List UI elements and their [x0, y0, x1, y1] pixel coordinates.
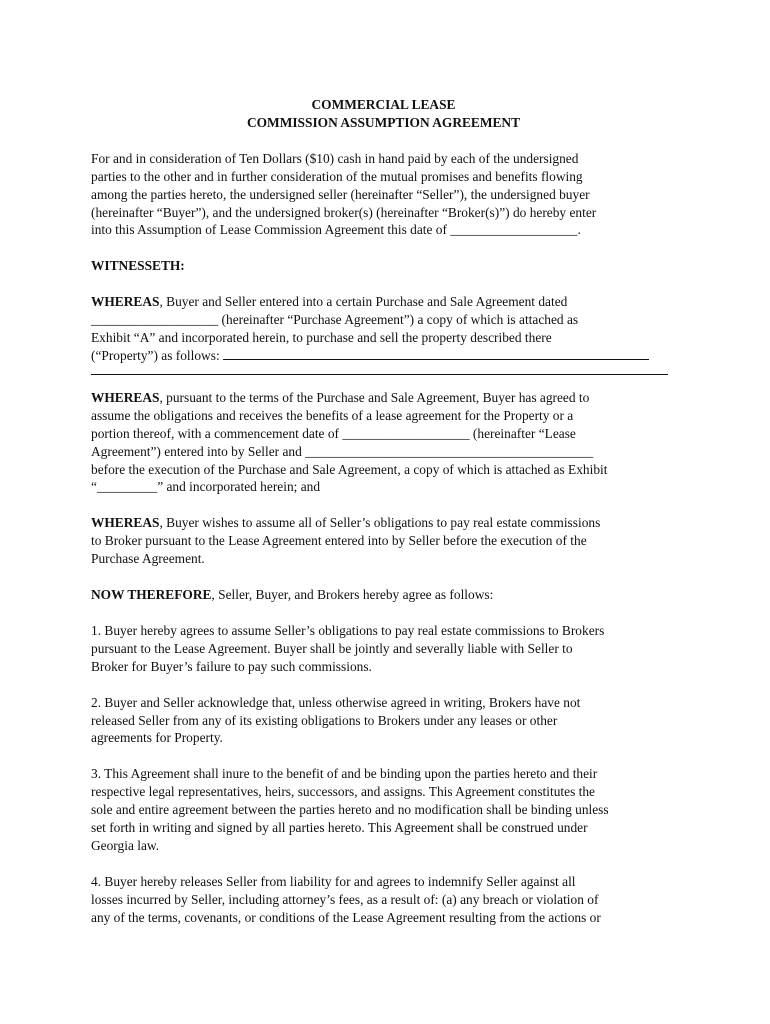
whereas-text: Purchase Agreement. [91, 551, 205, 567]
whereas-paragraph-2 [91, 389, 676, 496]
whereas-text: , pursuant to the terms of the Purchase and Sale Agreement, Buyer has agreed to [159, 389, 590, 405]
whereas-text: (“Property”) as follows: [91, 347, 224, 363]
clause-line: Georgia law. [91, 838, 160, 853]
clause-line: 2. Buyer and Seller acknowledge that, unless otherwise agreed in writing, Brokers have not [91, 694, 581, 710]
property-description-blank-line [91, 365, 668, 375]
whereas-text: assume the obligations and receives the benefits of a lease agreement for the Property or a [91, 407, 574, 423]
whereas-text: before the execution of the Purchase and Sale Agreement, a copy of which is attached as Exhibit [91, 461, 608, 477]
whereas-lead: WHEREAS [91, 389, 160, 405]
whereas-text: , Buyer wishes to assume all of Seller’s obligations to pay real estate commissions [159, 515, 601, 531]
clause-1 [91, 622, 676, 676]
intro-line: (hereinafter “Buyer”), and the undersigned broker(s) (hereinafter “Broker(s)”) do hereby enter [91, 204, 597, 220]
clause-line: agreements for Property. [91, 730, 223, 746]
whereas-text: to Broker pursuant to the Lease Agreement entered into by Seller before the execution of the [91, 533, 587, 549]
clause-2 [91, 694, 676, 748]
intro-line: parties to the other and in further consideration of the mutual promises and benefits flowing [91, 168, 583, 184]
now-therefore-paragraph [91, 586, 676, 604]
clause-line: Broker for Buyer’s failure to pay such commissions. [91, 658, 372, 674]
title-line-1: COMMERCIAL LEASE [311, 97, 456, 112]
document-page [91, 96, 676, 945]
intro-line: among the parties hereto, the undersigned seller (hereinafter “Seller”), the undersigned buyer [91, 186, 590, 202]
whereas-text: , Buyer and Seller entered into a certain Purchase and Sale Agreement dated [159, 294, 568, 310]
intro-line: For and in consideration of Ten Dollars ($10) cash in hand paid by each of the undersigned [91, 150, 579, 166]
whereas-paragraph-3 [91, 514, 676, 568]
clause-line: 1. Buyer hereby agrees to assume Seller’s obligations to pay real estate commissions to Brokers [91, 622, 605, 638]
clause-line: pursuant to the Lease Agreement. Buyer shall be jointly and severally liable with Seller to [91, 640, 573, 656]
property-description-blank [223, 347, 649, 360]
clause-line: released Seller from any of its existing obligations to Brokers under any leases or other [91, 712, 558, 728]
whereas-text: “_________” and incorporated herein; and [91, 479, 321, 495]
whereas-text: Exhibit “A” and incorporated herein, to purchase and sell the property described there [91, 330, 552, 346]
whereas-text: Agreement”) entered into by Seller and ___________________________________________ [91, 443, 594, 459]
whereas-paragraph-1 [91, 293, 676, 375]
intro-paragraph [91, 150, 676, 240]
title-line-2: COMMISSION ASSUMPTION AGREEMENT [246, 114, 521, 130]
intro-line: into this Assumption of Lease Commission Agreement this date of ___________________. [91, 222, 581, 238]
whereas-text: portion thereof, with a commencement date of ___________________ (hereinafter “Lease [91, 425, 576, 441]
clause-4 [91, 873, 676, 927]
now-therefore-lead: NOW THEREFORE [91, 587, 212, 603]
clause-line: respective legal representatives, heirs, successors, and assigns. This Agreement constitutes the [91, 784, 595, 800]
clause-line: 3. This Agreement shall inure to the benefit of and be binding upon the parties hereto and their [91, 766, 598, 782]
clause-line: 4. Buyer hereby releases Seller from liability for and agrees to indemnify Seller against all [91, 873, 576, 889]
clause-line: set forth in writing and signed by all parties hereto. This Agreement shall be construed under [91, 820, 588, 836]
whereas-lead: WHEREAS [91, 515, 160, 531]
clause-line: losses incurred by Seller, including attorney’s fees, as a result of: (a) any breach or violation of [91, 891, 599, 907]
witnesseth-heading: WITNESSETH: [91, 258, 185, 274]
whereas-lead: WHEREAS [91, 294, 160, 310]
clause-line: sole and entire agreement between the parties hereto and no modification shall be binding unless [91, 802, 609, 818]
now-therefore-text: , Seller, Buyer, and Brokers hereby agree as follows: [211, 587, 494, 603]
document-title [91, 96, 676, 132]
whereas-text: ___________________ (hereinafter “Purchase Agreement”) a copy of which is attached as [91, 312, 579, 328]
clause-3 [91, 765, 676, 855]
clause-line: any of the terms, covenants, or conditions of the Lease Agreement resulting from the actions or [91, 909, 601, 925]
